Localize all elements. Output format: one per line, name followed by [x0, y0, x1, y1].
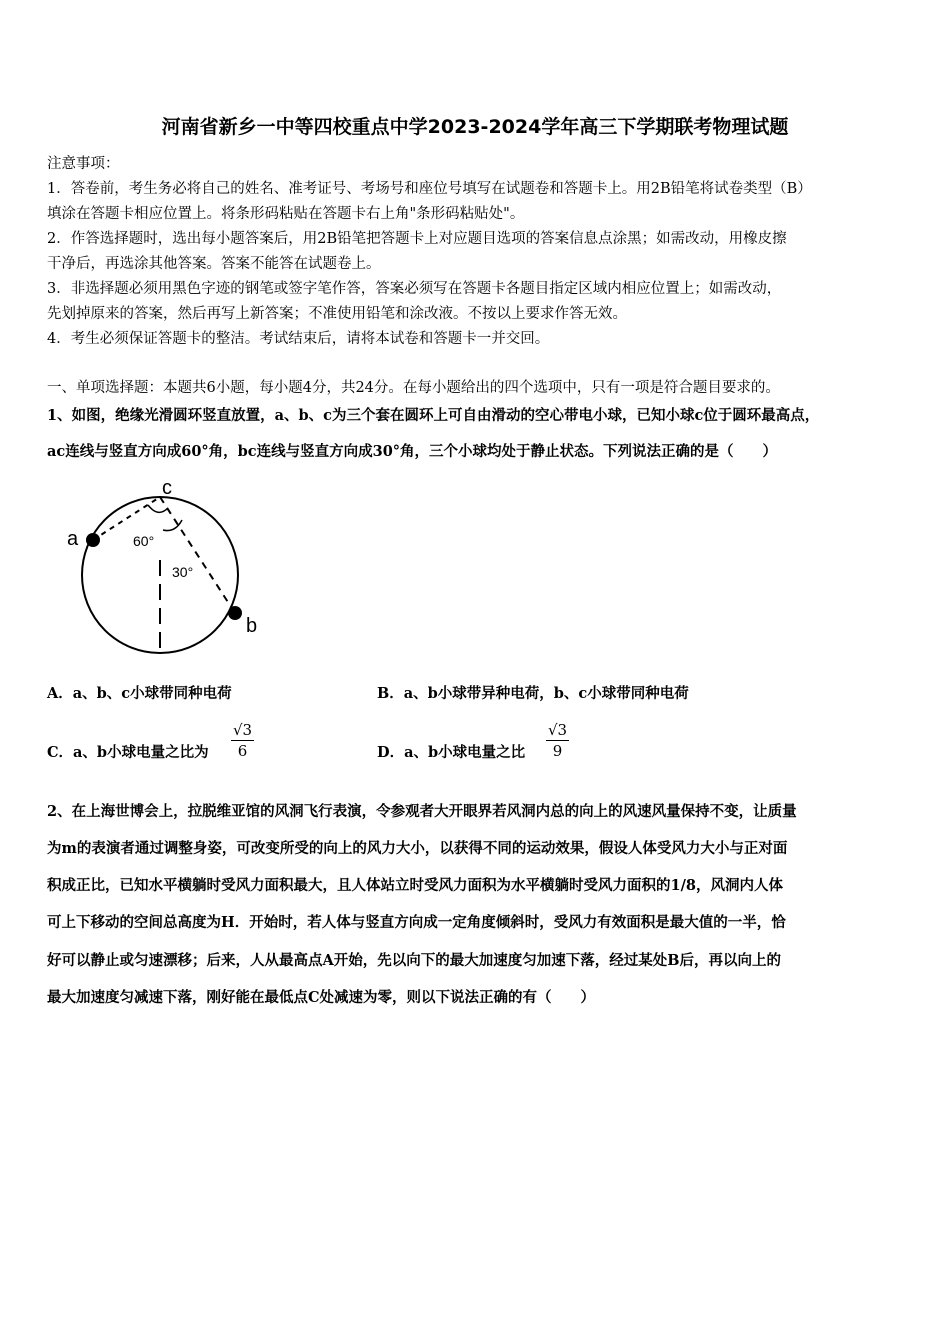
- question-2-line: 为m的表演者通过调整身姿，可改变所受的向上的风力大小，以获得不同的运动效果，假设人体受风力大小与正对面: [47, 840, 788, 857]
- notice-line: 干净后，再选涂其他答案。答案不能答在试题卷上。: [47, 256, 381, 272]
- ring-diagram: [60, 478, 280, 668]
- angle-60-arc: [148, 505, 168, 512]
- fraction-numerator: √3: [233, 721, 253, 739]
- ball-b: [228, 606, 242, 620]
- notice-line: 4．考生必须保证答题卡的整洁。考试结束后，请将本试卷和答题卡一并交回。: [47, 331, 550, 347]
- notice-line: 1．答卷前，考生务必将自己的姓名、准考证号、考场号和座位号填写在试题卷和答题卡上。用2B铅笔将试卷类型（B）: [47, 181, 812, 197]
- question-2-line: 最大加速度匀减速下落，刚好能在最低点C处减速为零，则以下说法正确的有（ ）: [47, 989, 596, 1006]
- option-c: C．a、b小球电量之比为: [47, 744, 209, 761]
- ball-a: [86, 533, 100, 547]
- fraction-denominator: 6: [237, 742, 248, 760]
- question-2-line: 积成正比，已知水平横躺时受风力面积最大，且人体站立时受风力面积为水平横躺时受风力面积的1/8，风洞内人体: [47, 877, 783, 894]
- notice-line: 3．非选择题必须用黑色字迹的钢笔或签字笔作答，答案必须写在答题卡各题目指定区域内相应位置上；如需改动，: [47, 281, 782, 297]
- page-title: 河南省新乡一中等四校重点中学2023-2024学年高三下学期联考物理试题: [161, 116, 789, 138]
- notice-line: 填涂在答题卡相应位置上。将条形码粘贴在答题卡右上角"条形码粘贴处"。: [47, 206, 525, 222]
- label-c: c: [162, 478, 172, 499]
- option-d-fraction: [546, 721, 569, 760]
- fraction-denominator: 9: [552, 742, 563, 760]
- notice-heading: 注意事项：: [47, 156, 120, 172]
- angle-60-label: 60°: [133, 533, 155, 549]
- question-2-line: 2、在上海世博会上，拉脱维亚馆的风洞飞行表演，令参观者大开眼界若风洞内总的向上的风速风量保持不变，让质量: [47, 803, 797, 820]
- question-1-line: 1、如图，绝缘光滑圆环竖直放置，a、b、c为三个套在圆环上可自由滑动的空心带电小球，已知小球c位于圆环最高点，: [47, 407, 820, 424]
- angle-30-arc: [163, 520, 182, 531]
- question-2-line: 好可以静止或匀速漂移；后来，人从最高点A开始，先以向下的最大加速度匀加速下落，经过某处B后，再以向上的: [47, 952, 782, 969]
- label-a: a: [67, 528, 79, 550]
- fraction-numerator: √3: [548, 721, 568, 739]
- notice-line: 2．作答选择题时，选出每小题答案后，用2B铅笔把答题卡上对应题目选项的答案信息点涂黑；如需改动，用橡皮擦: [47, 231, 787, 247]
- label-b: b: [246, 615, 258, 637]
- angle-30-label: 30°: [172, 564, 194, 580]
- option-c-fraction: [231, 721, 254, 760]
- question-2-line: 可上下移动的空间总高度为H．开始时，若人体与竖直方向成一定角度倾斜时，受风力有效面积是最大值的一半，恰: [47, 914, 786, 931]
- bc-dashed-line: [160, 497, 235, 613]
- option-a: A．a、b、c小球带同种电荷: [47, 685, 232, 702]
- section-heading: 一、单项选择题：本题共6小题，每小题4分，共24分。在每小题给出的四个选项中，只有一项是符合题目要求的。: [47, 380, 780, 396]
- option-d: D．a、b小球电量之比: [377, 744, 526, 761]
- option-b: B．a、b小球带异种电荷，b、c小球带同种电荷: [377, 685, 689, 702]
- question-1-line: ac连线与竖直方向成60°角，bc连线与竖直方向成30°角，三个小球均处于静止状态。下列说法正确的是（ ）: [47, 443, 778, 460]
- notice-line: 先划掉原来的答案，然后再写上新答案；不准使用铅笔和涂改液。不按以上要求作答无效。: [47, 306, 627, 322]
